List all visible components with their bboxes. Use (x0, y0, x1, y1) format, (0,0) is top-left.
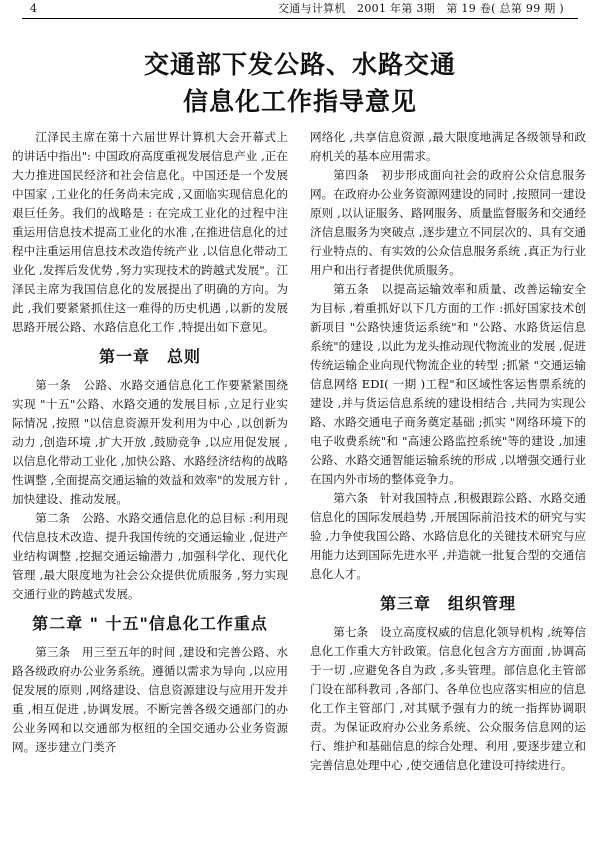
article-7: 第七条 设立高度权威的信息化领导机构 ,统筹信息化工作重大方针政策。信息化包含方方面面 ,协调高于一切 ,应避免各自为政 ,多头管理。部信息化主管部门设在部科教司 ,各部门、各单位也应落实相应的信息化工作主管部门 ,对其赋予强有力的统一指挥协调职责。为保证政府办公业务系统、公众服务信息网的运行、维护和基础信息的综合处理、利用 ,要逐步建立和完善信息处理中心 ,使交通信息化建设可持续进行。 (310, 625, 586, 772)
article-6: 第六条 针对我国特点 ,积极跟踪公路、水路交通信息化的国际发展趋势 ,开展国际前沿技术的研究与实验 ,力争使我国公路、水路信息化的关键技术研究与应用能力达到国际先进水平 ,并造就一批复合型的交通信息化人才。 (310, 491, 586, 581)
article-1: 第一条 公路、水路交通信息化工作要紧紧围绕实现 "十五"公路、水路交通的发展目标 ,立足行业实际情况 ,按照 "以信息资源开发利用为中心 ,以创新为动力 ,创造环境 ,扩大开放 ,鼓励竞争 ,以应用促发展 ,以信息化带动工业化 ,加快公路、水路经济结构的战略性调整 ,全面提高交通运输的效益和效率"的发展方针 ,加快建设、推动发展。 (12, 378, 288, 506)
chapter-3-heading: 第三章 组织管理 (379, 594, 516, 613)
intro-paragraph: 江泽民主席在第十六届世界计算机大会开幕式上的讲话中指出": 中国政府高度重视发展信息产业 ,正在大力推进国民经济和社会信息化。中国还是一个发展中国家 ,工业化的任务尚未完成 ,又面临实现信息化的艰巨任务。我们的战略是 : 在完成工业化的过程中注重运用信息技术提高工业化的水准 ,在推进信息化的过程中注重运用信息技术改造传统产业 ,以信息化带动工业化 ,发挥后发优势 ,努力实现技术的跨越式发展"。江泽民主席为我国信息化的发展提出了明确的方向。为此 ,我们要紧紧抓住这一难得的历史机遇 ,以新的发展思路开展公路、水路信息化工作 ,特提出如下意见。 (12, 130, 288, 334)
article-5: 第五条 以提高运输效率和质量、改善运输安全为目标 ,着重抓好以下几方面的工作 :抓好国家技术创新项目 "公路快速货运系统"和 "公路、水路货运信息系统"的建设 ,以此为龙头推动现代物流业的发展 ,促进传统运输企业向现代物流企业的转型 ;抓紧 "交通运输信息网络 EDI( 一期 )工程"和区域性客运售票系统的建设 ,并与货运信息系统的建设相结合 ,共同为实现公路、水路交通电子商务奠定基础 ;抓实 "网络环境下的电子收费系统"和 "高速公路监控系统"等的建设 ,加速公路、水路交通智能运输系统的形成 ,以增强交通行业在国内外市场的整体竞争力。 (310, 282, 586, 486)
page-number: 4 (30, 2, 37, 15)
right-column (310, 128, 586, 775)
left-column (12, 128, 288, 757)
title-line-2: 信息化工作指导意见 (182, 87, 417, 116)
page-header (22, 0, 578, 19)
chapter-2-heading: 第二章 " 十五"信息化工作重点 (32, 614, 268, 633)
article-2: 第二条 公路、水路交通信息化的总目标 :利用现代信息技术改造、提升我国传统的交通运输业 ,促进产业结构调整 ,挖掘交通运输潜力 ,加强科学化、现代化管理 ,最大限度地为社会公众提供优质服务 ,努力实现交通行业的跨越式发展。 (12, 511, 288, 601)
article-4: 第四条 初步形成面向社会的政府公众信息服务网。在政府办公业务资源网建设的同时 ,按照同一建设原则 ,以认证服务、路网服务、质量监督服务和交通经济信息服务为突破点 ,逐步建立不同层次的、具有交通行业特点的、有实效的公众信息服务系统 ,真正为行业用户和出行者提供优质服务。 (310, 168, 586, 277)
journal-info: 交通与计算机 2001 年第 3期 第 19 卷( 总第 99 期 ) (277, 2, 564, 15)
article-3: 第三条 用三至五年的时间 ,建设和完善公路、水路各级政府办公业务系统。遵循以需求为导向 ,以应用促发展的原则 ,网络建设、信息资源建设与应用开发并重 ,相互促进 ,协调发展。不断完善各级交通部门的办公业务网和以交通部为枢纽的全国交通办公业务资源网。逐步建立门类齐 (12, 645, 288, 754)
title-line-1: 交通部下发公路、水路交通 (143, 50, 456, 79)
chapter-1-heading: 第一章 总则 (98, 347, 201, 366)
article-title (0, 46, 600, 120)
article-3-continued: 网络化 ,共享信息资源 ,最大限度地满足各级领导和政府机关的基本应用需求。 (310, 130, 586, 163)
